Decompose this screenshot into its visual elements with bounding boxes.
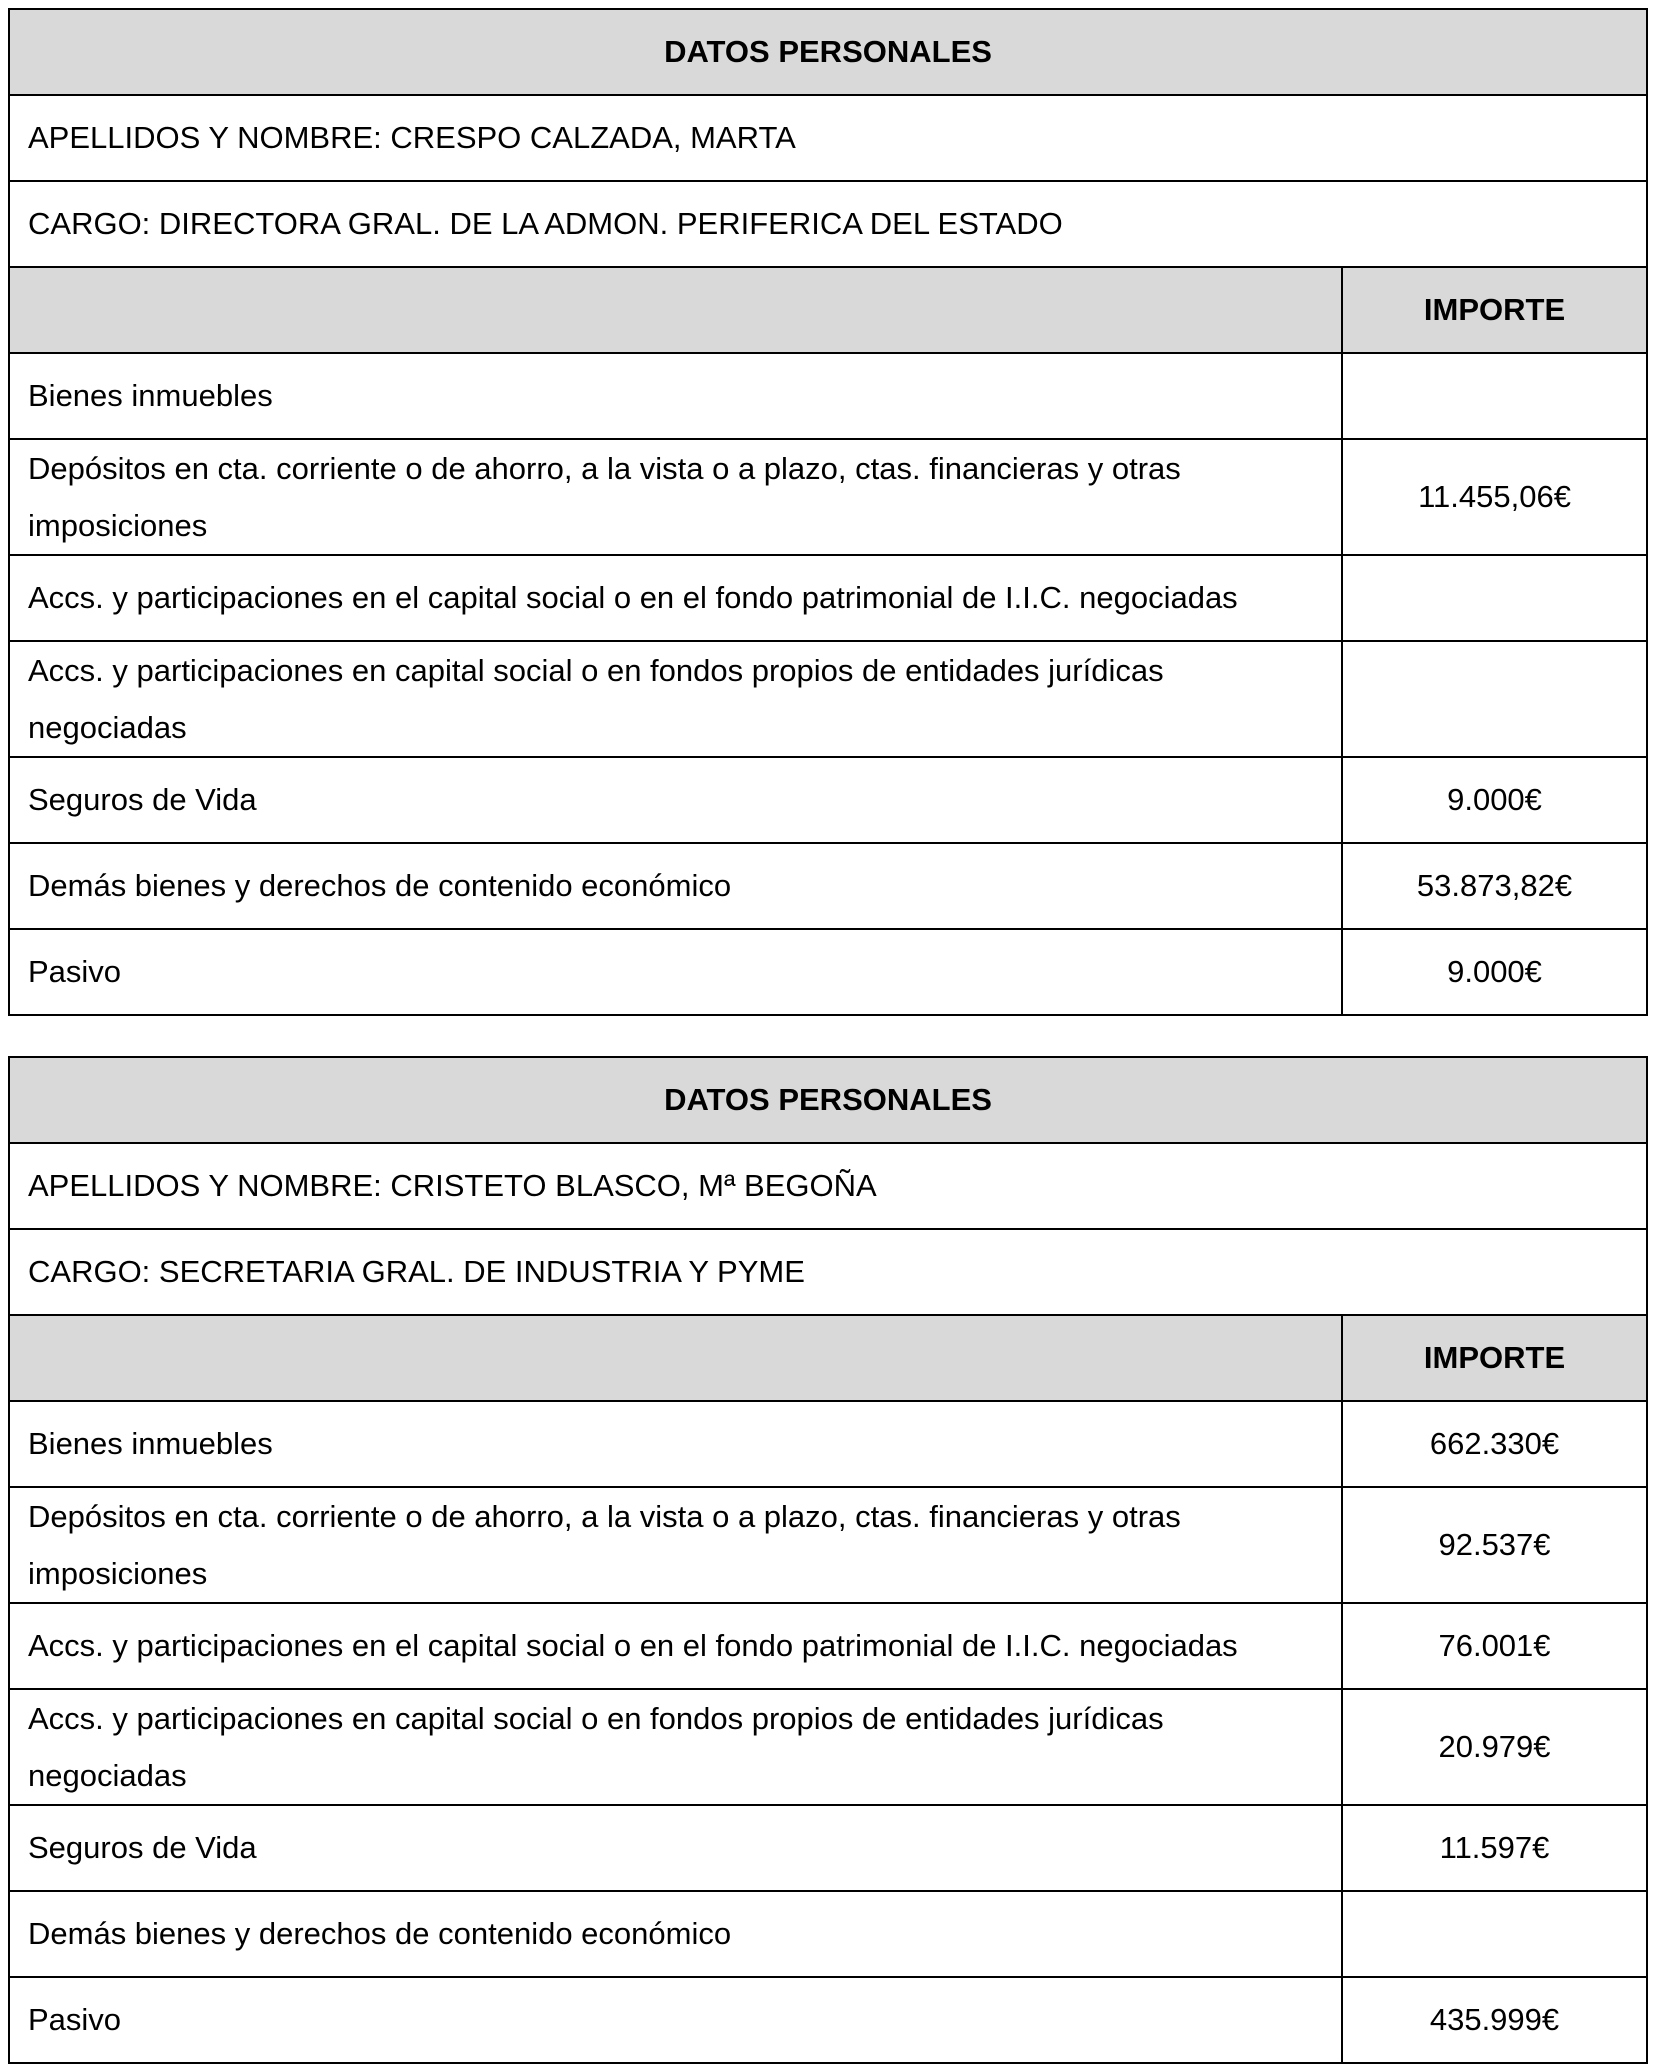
section-header-row [9, 1057, 1647, 1143]
table-row [9, 353, 1647, 439]
cargo-row [9, 1229, 1647, 1315]
table-row [9, 439, 1647, 555]
row-amount: 20.979€ [1342, 1689, 1647, 1805]
row-concept: Pasivo [9, 1977, 1342, 2063]
concept-column-header [9, 1315, 1342, 1401]
person-cargo: CARGO: DIRECTORA GRAL. DE LA ADMON. PERIFERICA DEL ESTADO [9, 181, 1647, 267]
row-amount: 11.597€ [1342, 1805, 1647, 1891]
row-amount [1342, 641, 1647, 757]
row-concept: Seguros de Vida [9, 1805, 1342, 1891]
declaration-table-2 [8, 1056, 1648, 2064]
person-name: APELLIDOS Y NOMBRE: CRESPO CALZADA, MARTA [9, 95, 1647, 181]
row-concept: Pasivo [9, 929, 1342, 1015]
row-concept: Accs. y participaciones en capital social o en fondos propios de entidades jurídicas negociadas [9, 1689, 1342, 1805]
table-row [9, 929, 1647, 1015]
table-row [9, 1603, 1647, 1689]
table-row [9, 641, 1647, 757]
row-amount: 662.330€ [1342, 1401, 1647, 1487]
cargo-row [9, 181, 1647, 267]
declaration-table-1 [8, 8, 1648, 1016]
table-row [9, 1487, 1647, 1603]
table-row [9, 1689, 1647, 1805]
row-concept: Seguros de Vida [9, 757, 1342, 843]
row-amount [1342, 1891, 1647, 1977]
table-row [9, 1977, 1647, 2063]
section-header: DATOS PERSONALES [9, 9, 1647, 95]
table-row [9, 1401, 1647, 1487]
row-concept: Accs. y participaciones en el capital social o en el fondo patrimonial de I.I.C. negociadas [9, 1603, 1342, 1689]
table-row [9, 1891, 1647, 1977]
column-header-row [9, 1315, 1647, 1401]
name-row [9, 95, 1647, 181]
row-amount [1342, 353, 1647, 439]
table-row [9, 757, 1647, 843]
row-amount: 9.000€ [1342, 929, 1647, 1015]
row-concept: Depósitos en cta. corriente o de ahorro, a la vista o a plazo, ctas. financieras y otras imposiciones [9, 439, 1342, 555]
name-row [9, 1143, 1647, 1229]
row-amount [1342, 555, 1647, 641]
row-concept: Depósitos en cta. corriente o de ahorro, a la vista o a plazo, ctas. financieras y otras imposiciones [9, 1487, 1342, 1603]
row-concept: Demás bienes y derechos de contenido económico [9, 1891, 1342, 1977]
row-amount: 92.537€ [1342, 1487, 1647, 1603]
row-concept: Bienes inmuebles [9, 1401, 1342, 1487]
table-row [9, 555, 1647, 641]
row-amount: 76.001€ [1342, 1603, 1647, 1689]
person-name: APELLIDOS Y NOMBRE: CRISTETO BLASCO, Mª BEGOÑA [9, 1143, 1647, 1229]
row-concept: Bienes inmuebles [9, 353, 1342, 439]
row-amount: 435.999€ [1342, 1977, 1647, 2063]
amount-column-header: IMPORTE [1342, 267, 1647, 353]
row-concept: Accs. y participaciones en el capital social o en el fondo patrimonial de I.I.C. negociadas [9, 555, 1342, 641]
row-amount: 9.000€ [1342, 757, 1647, 843]
concept-column-header [9, 267, 1342, 353]
row-concept: Accs. y participaciones en capital social o en fondos propios de entidades jurídicas negociadas [9, 641, 1342, 757]
document-page [8, 8, 1646, 2064]
section-header-row [9, 9, 1647, 95]
table-row [9, 843, 1647, 929]
table-row [9, 1805, 1647, 1891]
section-header: DATOS PERSONALES [9, 1057, 1647, 1143]
amount-column-header: IMPORTE [1342, 1315, 1647, 1401]
person-cargo: CARGO: SECRETARIA GRAL. DE INDUSTRIA Y PYME [9, 1229, 1647, 1315]
row-concept: Demás bienes y derechos de contenido económico [9, 843, 1342, 929]
column-header-row [9, 267, 1647, 353]
row-amount: 53.873,82€ [1342, 843, 1647, 929]
row-amount: 11.455,06€ [1342, 439, 1647, 555]
